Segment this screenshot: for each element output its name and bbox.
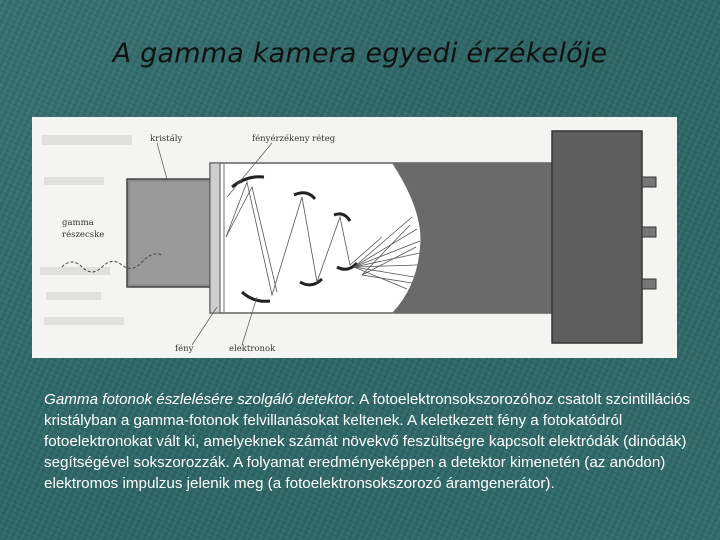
photosensitive-layer-label: fényérzékeny réteg: [252, 134, 336, 144]
detector-diagram: [32, 117, 677, 358]
detector-diagram-svg: [32, 117, 677, 358]
light-label: fény: [175, 344, 194, 354]
gamma-photon-label-line1: gamma: [62, 218, 94, 228]
caption-lead: Gamma fotonok észlelésére szolgáló detektor.: [44, 391, 356, 408]
slide-title: A gamma kamera egyedi érzékelője: [112, 38, 608, 69]
crystal-block: [127, 179, 215, 287]
slide-caption: [44, 389, 694, 494]
caption-body: A fotoelektronsokszorozóhoz csatolt szcintillációs kristályban a gamma-fotonok felvillanásokat keltenek. A keletkezett fény a fotokatódról fotoelektronokat vált ki, amelyeknek számát növekvő feszültségre kapcsolt elektródák (dinódák) segítségével sokszorozzák. A folyamat eredményeképpen a detektor kimenetén (az anódon) elektromos impulzus jelenik meg (a fotoelektronsokszorozó áramgenerátor).: [44, 391, 691, 492]
crystal-label: kristály: [150, 134, 183, 144]
gamma-photon-label-line2: részecske: [62, 230, 105, 240]
tube-base: [552, 131, 656, 343]
electrons-label: elektronok: [229, 344, 276, 354]
